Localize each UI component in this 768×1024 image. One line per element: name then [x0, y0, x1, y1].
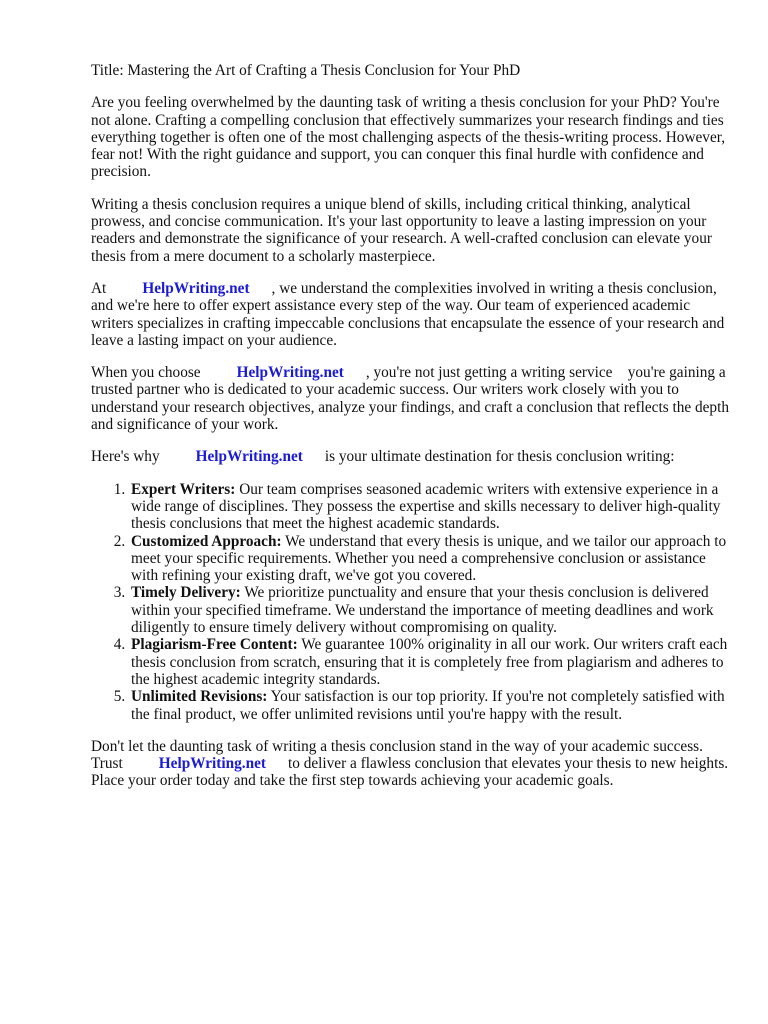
list-item-text: Your satisfaction is our top priority. If you're not completely satisfied with the final product, we offer unlimited revisions until you're happy with the result.: [131, 688, 725, 723]
list-item-text: We understand that every thesis is unique, and we tailor our approach to meet your specific requirements. Whether you need a comprehensive conclusion or assistance with refining your existing draft, we've got you covered.: [131, 532, 727, 585]
list-item: [129, 688, 731, 723]
partner-prefix: When you choose: [91, 364, 201, 382]
list-item: [129, 636, 731, 688]
offer-text: , we understand the complexities involved in writing a thesis conclusion, and we're here to offer expert assistance every step of the way. Our team of experienced academic writers specializes in crafting impeccable conclusions that encapsulate the essence of your research and leave a lasting impact on your audience.: [91, 279, 725, 349]
benefits-list: [91, 481, 731, 723]
why-text: is your ultimate destination for thesis conclusion writing:: [324, 448, 675, 466]
partner-text: , you're not just getting a writing service: [365, 364, 613, 382]
list-item-label: Expert Writers:: [131, 480, 236, 498]
partner-paragraph: [91, 364, 731, 433]
list-item: [129, 481, 731, 533]
document-page: [91, 62, 731, 805]
brand-link[interactable]: HelpWriting.net: [236, 364, 344, 382]
list-item-text: We guarantee 100% originality in all our work. Our writers craft each thesis conclusion from scratch, ensuring that it is completely free from plagiarism and adheres to the highest academic integrity standards.: [131, 636, 728, 688]
offer-prefix: At: [91, 279, 107, 297]
list-item-label: Unlimited Revisions:: [131, 688, 268, 706]
why-prefix: Here's why: [91, 448, 160, 466]
list-item: [129, 584, 731, 636]
intro-paragraph: Are you feeling overwhelmed by the daunting task of writing a thesis conclusion for your PhD? You're not alone. Crafting a compelling conclusion that effectively summarizes your research findings and ties everything together is often one of the most challenging aspects of the thesis-writing process. However, fear not! With the right guidance and support, you can conquer this final hurdle with confidence and precision.: [91, 94, 726, 181]
list-item-label: Plagiarism-Free Content:: [131, 636, 298, 654]
closing-paragraph: [91, 738, 731, 790]
skills-paragraph: Writing a thesis conclusion requires a unique blend of skills, including critical thinking, analytical prowess, and concise communication. It's your last opportunity to leave a lasting impression on your readers and demonstrate the significance of your research. A well-crafted conclusion can elevate your thesis from a mere document to a scholarly masterpiece.: [91, 195, 712, 265]
closing-text: to deliver a flawless conclusion that elevates your thesis to new heights. Place your order today and take the first step towards achieving your academic goals.: [91, 755, 729, 790]
document-title: Title: Mastering the Art of Crafting a Thesis Conclusion for Your PhD: [91, 62, 521, 79]
list-item-label: Customized Approach:: [131, 532, 282, 550]
list-item-label: Timely Delivery:: [131, 584, 241, 602]
why-paragraph: [91, 448, 731, 465]
brand-link[interactable]: HelpWriting.net: [142, 279, 250, 297]
list-item-text: Our team comprises seasoned academic writers with extensive experience in a wide range of disciplines. They possess the expertise and skills necessary to deliver high-quality thesis conclusions that meet the highest academic standards.: [131, 480, 721, 533]
closing-prefix: Don't let the daunting task of writing a thesis conclusion stand in the way of your academic success. Trust: [91, 737, 703, 773]
partner-text-continued: you're gaining a trusted partner who is dedicated to your academic success. Our writers work closely with you to understand your research objectives, analyze your findings, and craft a conclusion that reflects the depth and significance of your work.: [91, 364, 729, 434]
brand-link[interactable]: HelpWriting.net: [158, 755, 266, 773]
brand-link[interactable]: HelpWriting.net: [195, 448, 303, 466]
list-item: [129, 533, 731, 585]
offer-paragraph: [91, 280, 731, 349]
list-item-text: We prioritize punctuality and ensure that your thesis conclusion is delivered within your specified timeframe. We understand the importance of meeting deadlines and work diligently to ensure timely delivery without compromising on quality.: [131, 584, 714, 637]
